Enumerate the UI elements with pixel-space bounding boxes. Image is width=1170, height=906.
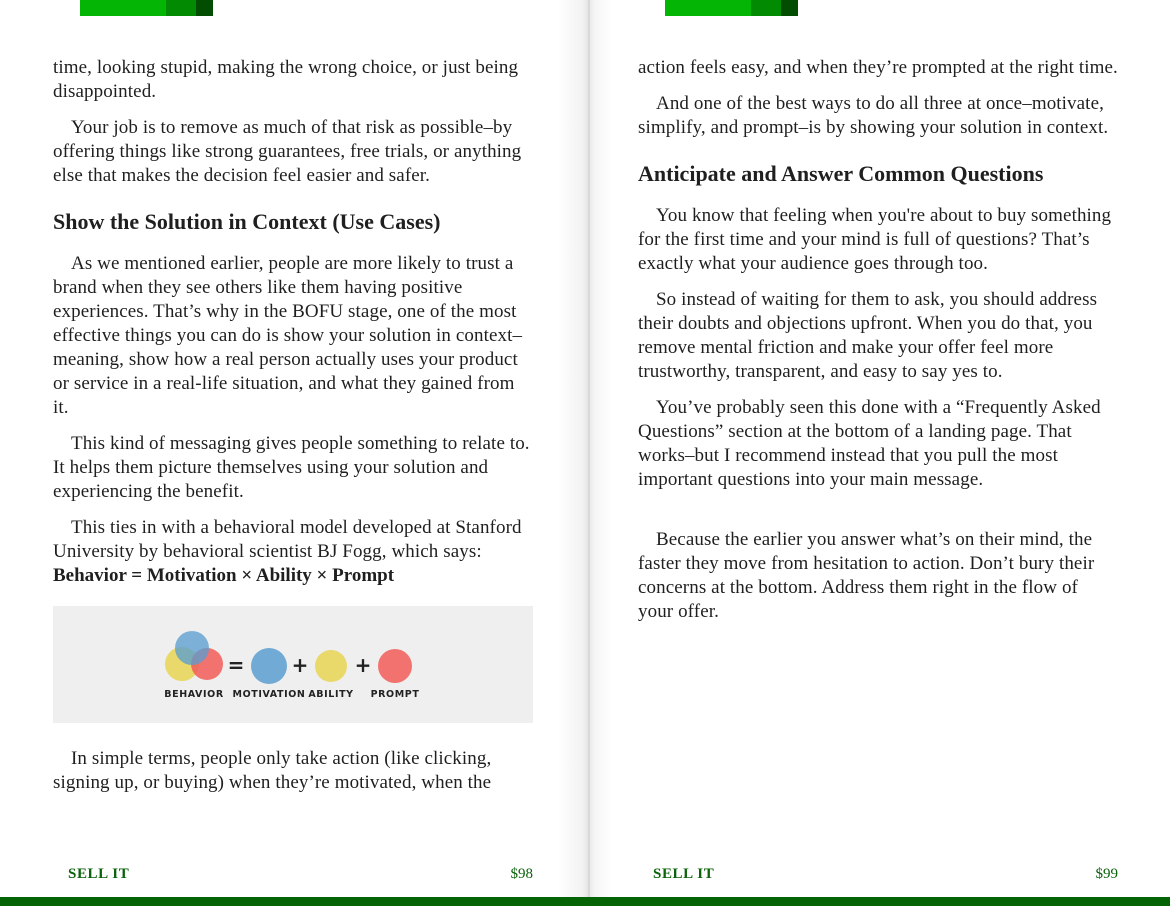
body-paragraph: [53, 56, 533, 104]
fogg-behavior-model-diagram: [53, 606, 533, 723]
body-paragraph: [638, 204, 1118, 276]
body-paragraph: [638, 56, 1118, 80]
ability-circle-icon: [315, 650, 347, 682]
body-paragraph: [638, 92, 1118, 140]
page-right: [585, 0, 1170, 906]
body-paragraph: [53, 516, 533, 588]
page-right-footer: [653, 866, 1118, 888]
publisher-logo-bar: [665, 0, 798, 16]
fogg-model-figure: [53, 606, 533, 723]
text-run: This ties in with a behavioral model developed at Stanford University by behavioral scientist BJ Fogg, which says:: [53, 517, 522, 562]
page-right-content: [638, 44, 1118, 636]
operator-equals: =: [227, 653, 245, 677]
page-left-footer: [68, 866, 533, 888]
body-paragraph: [53, 252, 533, 420]
text-run: action feels easy, and when they’re prompted at the right time.: [638, 57, 1118, 78]
body-paragraph: [53, 747, 533, 795]
section-heading: Anticipate and Answer Common Questions: [638, 161, 1044, 186]
prompt-label: PROMPT: [370, 689, 420, 700]
text-run: And one of the best ways to do all three at once–motivate, simplify, and prompt–is by showing your solution in context.: [638, 93, 1109, 138]
motivation-label: MOTIVATION: [232, 689, 306, 700]
logo-segment-dark: [196, 0, 213, 16]
book-title: SELL IT: [68, 866, 130, 882]
body-paragraph: [638, 396, 1118, 492]
text-run: This kind of messaging gives people something to relate to. It helps them picture themselves using your solution and experiencing the benefit.: [53, 433, 530, 502]
operator-plus: +: [354, 653, 372, 677]
text-run: You’ve probably seen this done with a “Frequently Asked Questions” section at the bottom of a landing page. That works–but I recommend instead that you pull the most important questions into your main message.: [638, 397, 1101, 490]
ability-label: ABILITY: [308, 689, 354, 700]
section-heading: Show the Solution in Context (Use Cases): [53, 209, 441, 234]
text-run: Your job is to remove as much of that risk as possible–by offering things like strong guarantees, free trials, or anything else that makes the decision feel easier and safer.: [53, 117, 522, 186]
prompt-circle-icon: [378, 649, 412, 683]
text-run: As we mentioned earlier, people are more likely to trust a brand when they see others like them having positive experiences. That’s why in the BOFU stage, one of the most effective things you can do is show your solution in context–meaning, show how a real person actually uses your product or service in a real-life situation, and what they gained from it.: [53, 253, 523, 418]
page-number: $99: [1095, 866, 1118, 882]
behavior-label: BEHAVIOR: [164, 689, 224, 700]
bottom-edge-bar: [0, 897, 1170, 906]
logo-segment-mid: [166, 0, 195, 16]
logo-segment-bright: [80, 0, 166, 16]
publisher-logo-bar: [80, 0, 213, 16]
logo-segment-dark: [781, 0, 798, 16]
text-run: In simple terms, people only take action (like clicking, signing up, or buying) when they’re motivated, when the: [53, 748, 492, 793]
body-paragraph: [53, 116, 533, 188]
text-run: Because the earlier you answer what’s on their mind, the faster they move from hesitation to action. Don’t bury their concerns at the bottom. Address them right in the flow of your offer.: [638, 529, 1095, 622]
motivation-circle-icon: [251, 648, 287, 684]
body-paragraph: [638, 528, 1118, 624]
body-paragraph: [53, 432, 533, 504]
bold-text-run: Behavior = Motivation × Ability × Prompt: [53, 565, 395, 586]
operator-plus: +: [291, 653, 309, 677]
body-paragraph: [638, 288, 1118, 384]
text-run: time, looking stupid, making the wrong choice, or just being disappointed.: [53, 57, 519, 102]
logo-segment-mid: [751, 0, 780, 16]
text-run: So instead of waiting for them to ask, you should address their doubts and objections upfront. When you do that, you remove mental friction and make your offer feel more trustworthy, transparent, and easy to say yes to.: [638, 289, 1098, 382]
book-title: SELL IT: [653, 866, 715, 882]
page-left-content: [53, 44, 533, 807]
logo-segment-bright: [665, 0, 751, 16]
page-number: $98: [510, 866, 533, 882]
venn-blue-circle-icon: [175, 631, 209, 665]
text-run: You know that feeling when you're about to buy something for the first time and your mind is full of questions? That’s exactly what your audience goes through too.: [638, 205, 1112, 274]
